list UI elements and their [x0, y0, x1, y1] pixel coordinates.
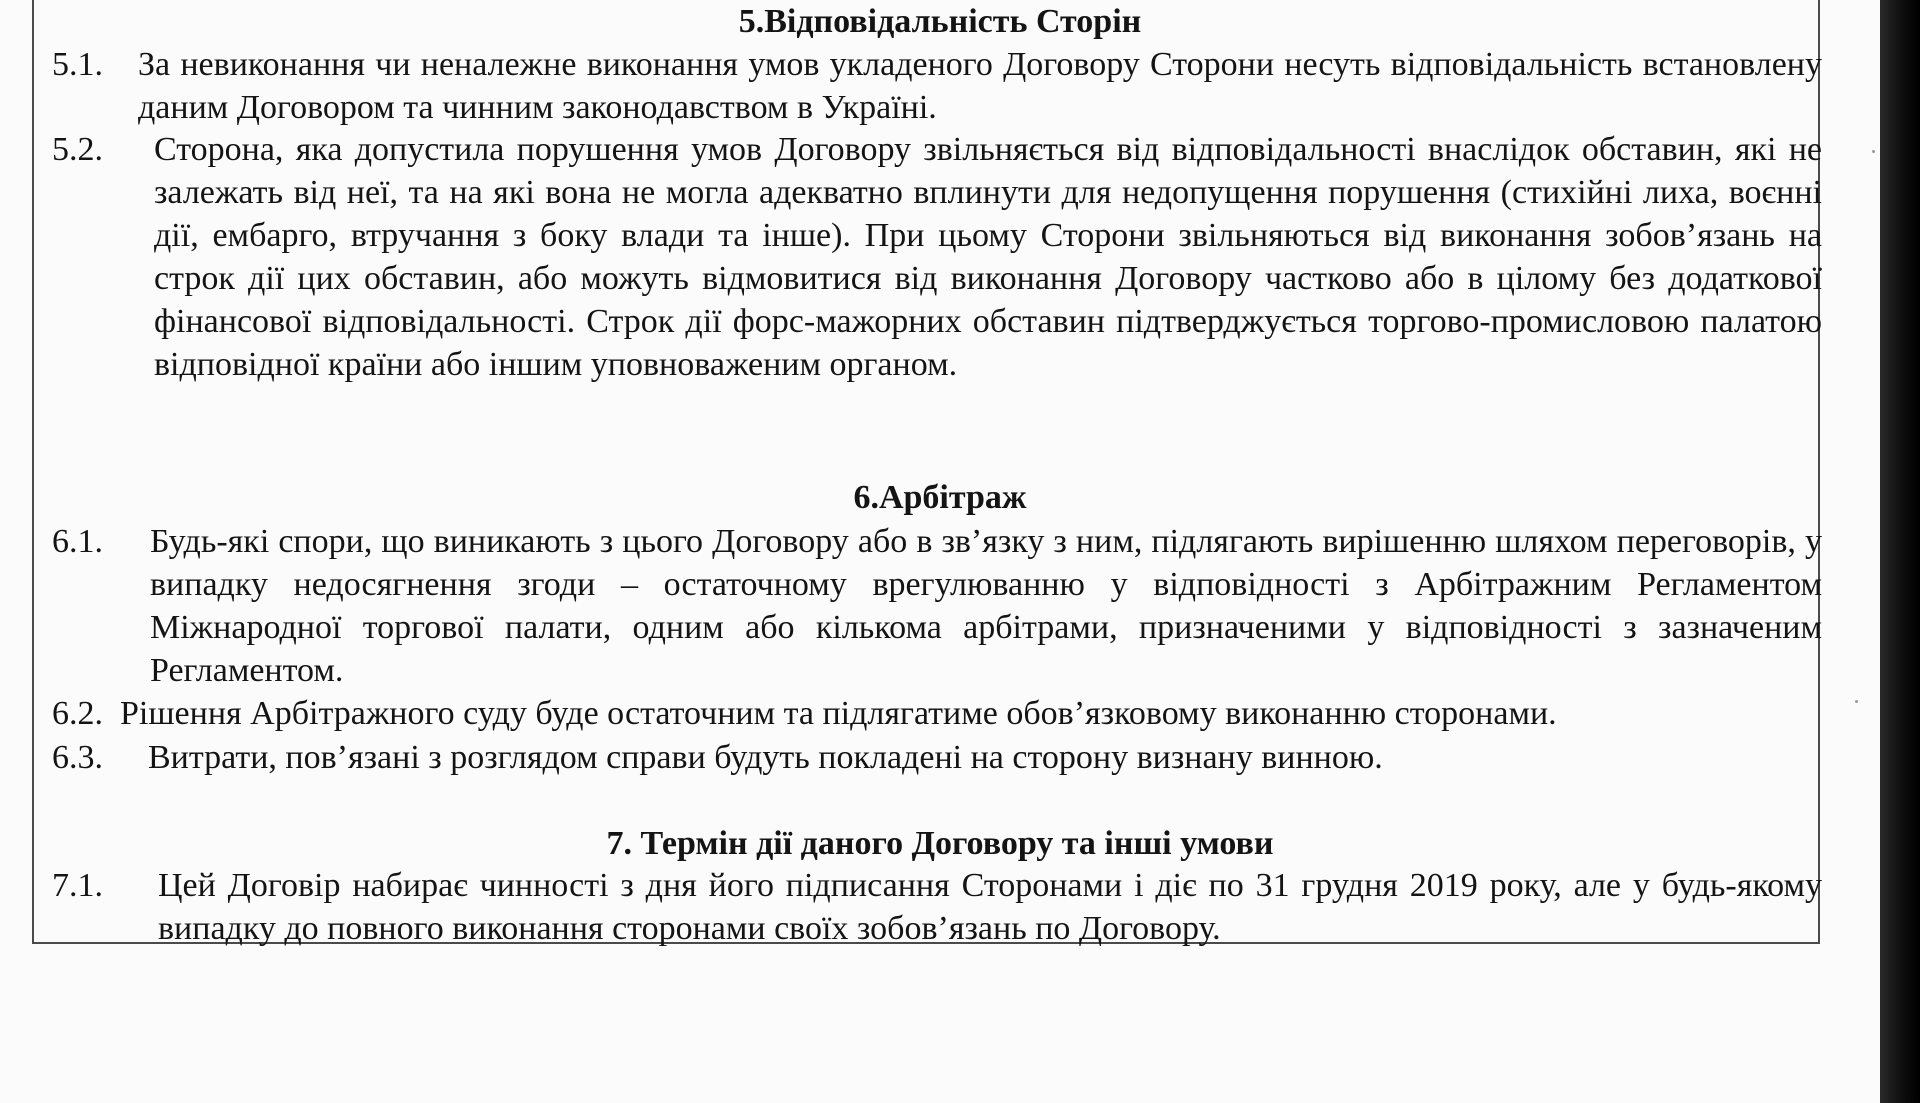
clause-text: За невиконання чи неналежне виконання умов укладеного Договору Сторони несуть відповідальність встановлену даним Договором та чинним законодавством в Україні. [138, 46, 1822, 126]
clause-text: Витрати, пов’язані з розглядом справи будуть покладені на сторону визнану винною. [148, 739, 1383, 776]
clause-text: Сторона, яка допустила порушення умов Договору звільняється від відповідальності внаслідок обставин, які не залежать від неї, та на які вона не могла адекватно вплинути для недопущення порушення (стихійні лиха, воєнні дії, ембарго, втручання з боку влади та інше). При цьому Сторони звільняються від виконання зобов’язань на строк дії цих обставин, або можуть відмовитися від виконання Договору частково або в цілому без додаткової фінансової відповідальності. Строк дії форс-мажорних обставин підтверджується торгово-промисловою палатою відповідної країни або іншим уповноваженим органом. [154, 131, 1822, 383]
clause-6-1 [52, 520, 1822, 692]
clause-5-1 [52, 43, 1822, 129]
scan-edge-shadow [1880, 0, 1920, 1103]
clause-number: 7.1. [52, 867, 103, 904]
clause-number: 5.1. [52, 46, 103, 83]
clause-number: 6.2. [52, 695, 103, 732]
clause-number: 6.1. [52, 523, 103, 560]
clause-6-2 [52, 692, 1822, 735]
clause-5-2 [52, 128, 1822, 429]
clause-number: 6.3. [52, 739, 103, 776]
clause-text: Цей Договір набирає чинності з дня його підписання Сторонами і діє по 31 грудня 2019 року, але у будь-якому випадку до повного виконання сторонами своїх зобов’язань по Договору. [158, 867, 1822, 947]
section-heading-5: 5.Відповідальність Сторін [738, 3, 1142, 40]
section-heading-6: 6.Арбітраж [853, 479, 1027, 516]
scan-speck [1855, 700, 1858, 703]
clause-text: Будь-які спори, що виникають з цього Договору або в зв’язку з ним, підлягають вирішенню шляхом переговорів, у випадку недосягнення згоди – остаточному врегулюванню у відповідності з Арбітражним Регламентом Міжнародної торгової палати, одним або кількома арбітрами, призначеними у відповідності з зазначеним Регламентом. [150, 523, 1822, 689]
clause-text: Рішення Арбітражного суду буде остаточним та підлягатиме обов’язковому виконанню сторонами. [120, 695, 1557, 732]
scan-speck [1872, 150, 1875, 153]
clause-6-3 [52, 736, 1822, 779]
section-heading-7: 7. Термін дії даного Договору та інші умови [606, 825, 1274, 862]
clause-number: 5.2. [52, 131, 103, 168]
clause-7-1 [52, 864, 1822, 950]
